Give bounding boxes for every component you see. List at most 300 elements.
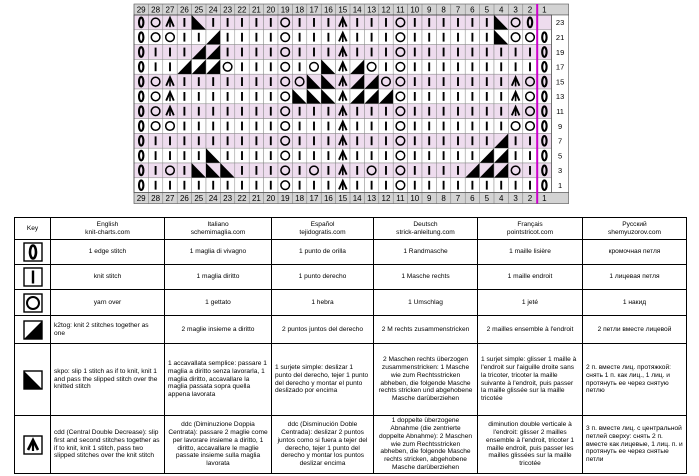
stitch-cell (177, 178, 191, 193)
column-number: 18 (295, 5, 305, 15)
stitch-cell (336, 74, 350, 89)
stitch-cell (235, 45, 249, 60)
column-number: 28 (151, 194, 161, 204)
stitch-cell (307, 30, 321, 45)
stitch-cell (163, 89, 177, 104)
column-number: 4 (498, 194, 504, 204)
column-number: 13 (367, 5, 377, 15)
francais-text: 1 maille endroit (478, 265, 583, 290)
stitch-cell (249, 178, 263, 193)
stitch-cell (465, 59, 479, 74)
column-number: 16 (323, 194, 333, 204)
stitch-cell (264, 74, 278, 89)
stitch-cell (192, 89, 206, 104)
stitch-cell (436, 59, 450, 74)
stitch-cell (379, 104, 393, 119)
stitch-cell (364, 119, 378, 134)
row-number: 19 (555, 47, 565, 57)
stitch-cell (148, 104, 162, 119)
stitch-cell (134, 178, 148, 193)
key-table-header-row (15, 218, 687, 240)
stitch-cell (206, 133, 220, 148)
stitch-cell (321, 74, 335, 89)
column-number: 20 (266, 194, 276, 204)
stitch-cell (379, 178, 393, 193)
stitch-cell (292, 15, 306, 30)
column-number: 25 (194, 194, 204, 204)
stitch-cell (177, 59, 191, 74)
stitch-cell (177, 45, 191, 60)
stitch-cell (177, 104, 191, 119)
stitch-cell (451, 89, 465, 104)
column-number: 15 (338, 5, 348, 15)
italiano-text: 1 maglia di vivagno (165, 240, 272, 265)
stitch-cell (278, 133, 292, 148)
stitch-cell (336, 178, 350, 193)
stitch-cell (422, 163, 436, 178)
stitch-cell (292, 45, 306, 60)
stitch-cell (321, 89, 335, 104)
column-number: 17 (309, 5, 319, 15)
stitch-cell (321, 15, 335, 30)
stitch-cell (480, 104, 494, 119)
stitch-cell (465, 133, 479, 148)
column-number: 17 (309, 194, 319, 204)
stitch-cell (192, 15, 206, 30)
stitch-cell (465, 30, 479, 45)
column-number: 10 (410, 5, 420, 15)
stitch-cell (364, 30, 378, 45)
stitch-cell (393, 15, 407, 30)
italiano-text: 1 maglia diritto (165, 265, 272, 290)
stitch-cell (465, 45, 479, 60)
stitch-cell (436, 74, 450, 89)
stitch-cell (537, 119, 551, 134)
stitch-cell (278, 104, 292, 119)
stitch-cell (364, 15, 378, 30)
stitch-cell (508, 133, 522, 148)
stitch-cell (364, 163, 378, 178)
column-number: 27 (165, 194, 175, 204)
stitch-cell (134, 148, 148, 163)
stitch-cell (436, 15, 450, 30)
stitch-cell (523, 89, 537, 104)
stitch-cell (307, 89, 321, 104)
stitch-cell (235, 178, 249, 193)
key-row-cdd (15, 416, 687, 474)
stitch-cell (465, 15, 479, 30)
stitch-cell (321, 104, 335, 119)
stitch-cell (235, 30, 249, 45)
stitch-cell (336, 104, 350, 119)
stitch-cell (134, 59, 148, 74)
stitch-cell (350, 104, 364, 119)
stitch-cell (148, 89, 162, 104)
stitch-cell (163, 148, 177, 163)
stitch-cell (148, 163, 162, 178)
column-number: 16 (323, 5, 333, 15)
stitch-cell (422, 178, 436, 193)
stitch-cell (393, 148, 407, 163)
stitch-cell (307, 148, 321, 163)
stitch-cell (350, 15, 364, 30)
row-number: 9 (558, 121, 563, 131)
key-symbol-cell (15, 290, 51, 316)
stitch-cell (177, 74, 191, 89)
stitch-cell (465, 119, 479, 134)
russian-text: 3 п. вместе лиц. с центральной петлей сверху: снять 2 п. вместе как лицевые, 1 лиц. п. и протянуть ее через снятые петли (583, 416, 687, 474)
stitch-cell (408, 163, 422, 178)
espanol-column-header: Español tejidogratis.com (272, 218, 374, 240)
edge-stitch-icon (23, 242, 43, 262)
stitch-cell (177, 30, 191, 45)
stitch-cell (379, 133, 393, 148)
stitch-cell (163, 119, 177, 134)
stitch-cell (350, 133, 364, 148)
stitch-cell (235, 59, 249, 74)
stitch-cell (220, 89, 234, 104)
stitch-cell (206, 89, 220, 104)
column-number: 4 (498, 5, 504, 15)
column-number: 9 (426, 5, 432, 15)
stitch-cell (408, 133, 422, 148)
italiano-text: 2 maglie insieme a diritto (165, 316, 272, 344)
espanol-text: 1 surjete simple: deslizar 1 punto del derecho, tejer 1 punto del derecho y montar el punto deslizado por encima (272, 344, 374, 416)
stitch-cell (235, 133, 249, 148)
stitch-cell (307, 133, 321, 148)
stitch-cell (465, 148, 479, 163)
stitch-cell (220, 15, 234, 30)
stitch-cell (436, 30, 450, 45)
stitch-cell (364, 104, 378, 119)
stitch-cell (379, 30, 393, 45)
stitch-cell (134, 89, 148, 104)
stitch-cell (537, 148, 551, 163)
column-number: 1 (542, 5, 547, 15)
stitch-cell (249, 163, 263, 178)
stitch-cell (134, 74, 148, 89)
stitch-cell (192, 148, 206, 163)
stitch-cell (134, 30, 148, 45)
stitch-cell (494, 178, 508, 193)
stitch-cell (336, 133, 350, 148)
stitch-cell (422, 74, 436, 89)
key-column-header: Key (15, 218, 51, 240)
stitch-cell (494, 148, 508, 163)
stitch-cell (422, 104, 436, 119)
key-row-k2tog (15, 316, 687, 344)
stitch-cell (393, 30, 407, 45)
stitch-cell (177, 133, 191, 148)
column-number: 5 (484, 194, 490, 204)
column-number: 23 (223, 194, 233, 204)
stitch-cell (163, 178, 177, 193)
stitch-cell (537, 74, 551, 89)
stitch-cell (465, 89, 479, 104)
stitch-cell (206, 15, 220, 30)
stitch-cell (134, 133, 148, 148)
stitch-cell (278, 89, 292, 104)
stitch-cell (451, 119, 465, 134)
column-number: 8 (441, 5, 446, 15)
stitch-cell (508, 89, 522, 104)
column-number: 5 (484, 5, 490, 15)
stitch-cell (192, 119, 206, 134)
espanol-text: 1 hebra (272, 290, 374, 316)
stitch-cell (393, 45, 407, 60)
english-text: cdd (Central Double Decrease): slip first and second stitches together as if to knit, knit 1 stitch, pass two slipped stitches over the knit stitch (51, 416, 165, 474)
stitch-cell (206, 178, 220, 193)
stitch-cell (336, 30, 350, 45)
knit-stitch-icon (23, 267, 43, 287)
stitch-cell (480, 178, 494, 193)
stitch-cell (134, 104, 148, 119)
russian-column-header: Русский shemyuzorov.com (583, 218, 687, 240)
column-number: 15 (338, 194, 348, 204)
stitch-cell (292, 74, 306, 89)
stitch-cell (537, 15, 551, 30)
stitch-cell (364, 178, 378, 193)
stitch-cell (321, 59, 335, 74)
column-number: 28 (151, 5, 161, 15)
k2tog-icon (23, 320, 43, 340)
stitch-cell (307, 119, 321, 134)
english-text: knit stitch (51, 265, 165, 290)
stitch-cell (508, 119, 522, 134)
stitch-cell (523, 119, 537, 134)
column-number: 29 (136, 194, 146, 204)
espanol-text: 1 punto de orilla (272, 240, 374, 265)
stitch-cell (480, 74, 494, 89)
stitch-cell (408, 119, 422, 134)
italiano-text: 1 gettato (165, 290, 272, 316)
stitch-cell (379, 119, 393, 134)
stitch-cell (163, 59, 177, 74)
column-number: 22 (237, 5, 247, 15)
stitch-cell (321, 133, 335, 148)
stitch-cell (235, 74, 249, 89)
skpo-icon (23, 370, 43, 390)
stitch-cell (537, 89, 551, 104)
stitch-cell (494, 59, 508, 74)
stitch-cell (278, 163, 292, 178)
stitch-grid (134, 15, 552, 193)
stitch-cell (408, 74, 422, 89)
stitch-cell (393, 178, 407, 193)
stitch-cell (523, 59, 537, 74)
stitch-cell (480, 89, 494, 104)
stitch-cell (422, 89, 436, 104)
stitch-cell (508, 74, 522, 89)
stitch-cell (220, 148, 234, 163)
stitch-cell (408, 30, 422, 45)
stitch-cell (494, 30, 508, 45)
stitch-cell (163, 45, 177, 60)
stitch-cell (508, 45, 522, 60)
column-number: 19 (280, 194, 290, 204)
column-number: 9 (426, 194, 432, 204)
stitch-cell (494, 104, 508, 119)
stitch-cell (148, 133, 162, 148)
stitch-cell (508, 59, 522, 74)
stitch-cell (177, 15, 191, 30)
column-number: 6 (470, 194, 475, 204)
column-number: 2 (527, 194, 533, 204)
stitch-cell (350, 45, 364, 60)
column-number-footer (134, 193, 569, 204)
stitch-cell (422, 133, 436, 148)
stitch-cell (249, 30, 263, 45)
stitch-cell (523, 148, 537, 163)
stitch-cell (408, 104, 422, 119)
deutsch-text: 1 Randmasche (374, 240, 478, 265)
stitch-cell (177, 148, 191, 163)
stitch-cell (508, 104, 522, 119)
stitch-cell (336, 89, 350, 104)
column-number: 7 (455, 5, 461, 15)
stitch-cell (379, 163, 393, 178)
stitch-cell (379, 74, 393, 89)
stitch-cell (264, 89, 278, 104)
column-number: 3 (513, 5, 518, 15)
stitch-cell (134, 119, 148, 134)
stitch-cell (249, 59, 263, 74)
column-number: 26 (179, 194, 189, 204)
stitch-cell (177, 119, 191, 134)
deutsch-column-header: Deutsch strick-anleitung.com (374, 218, 478, 240)
francais-text: 1 surjet simple: glisser 1 maille à l'endroit sur l'aiguille droite sans la tricoter, tricoter la maille suivante à l'endroit, puis passer la maille glissée sur la maille tricotée (478, 344, 583, 416)
stitch-cell (523, 104, 537, 119)
stitch-cell (480, 30, 494, 45)
stitch-cell (278, 119, 292, 134)
stitch-cell (192, 104, 206, 119)
stitch-cell (134, 15, 148, 30)
stitch-cell (192, 30, 206, 45)
stitch-cell (292, 104, 306, 119)
column-number: 3 (513, 194, 518, 204)
stitch-cell (235, 15, 249, 30)
stitch-cell (134, 45, 148, 60)
stitch-cell (220, 119, 234, 134)
stitch-cell (307, 163, 321, 178)
stitch-cell (408, 178, 422, 193)
english-text: yarn over (51, 290, 165, 316)
russian-text: 1 лицевая петля (583, 265, 687, 290)
stitch-cell (465, 178, 479, 193)
stitch-cell (192, 74, 206, 89)
yarn-over-icon (23, 293, 43, 313)
stitch-cell (393, 163, 407, 178)
stitch-cell (264, 15, 278, 30)
english-text: skpo: slip 1 stitch as if to knit, knit 1 and pass the slipped stitch over the knitted stitch (51, 344, 165, 416)
stitch-cell (480, 148, 494, 163)
stitch-cell (350, 119, 364, 134)
stitch-cell (480, 45, 494, 60)
stitch-cell (350, 148, 364, 163)
stitch-cell (220, 133, 234, 148)
column-number: 14 (352, 5, 362, 15)
row-number: 17 (555, 62, 565, 72)
stitch-cell (278, 15, 292, 30)
stitch-cell (494, 45, 508, 60)
row-number: 13 (555, 92, 565, 102)
stitch-cell (278, 148, 292, 163)
stitch-cell (336, 119, 350, 134)
row-number: 3 (558, 166, 563, 176)
stitch-cell (292, 89, 306, 104)
column-number: 27 (165, 5, 175, 15)
column-number: 21 (251, 5, 261, 15)
stitch-cell (451, 30, 465, 45)
stitch-cell (148, 119, 162, 134)
stitch-cell (292, 119, 306, 134)
stitch-cell (264, 178, 278, 193)
row-number: 15 (555, 77, 565, 87)
stitch-cell (494, 74, 508, 89)
stitch-cell (264, 45, 278, 60)
francais-text: 1 jeté (478, 290, 583, 316)
stitch-cell (220, 178, 234, 193)
stitch-cell (436, 89, 450, 104)
stitch-cell (364, 74, 378, 89)
stitch-cell (436, 104, 450, 119)
stitch-cell (235, 104, 249, 119)
stitch-cell (451, 163, 465, 178)
row-number: 1 (558, 181, 563, 190)
column-number-header (134, 4, 569, 15)
stitch-cell (537, 133, 551, 148)
stitch-cell (192, 163, 206, 178)
francais-text: diminution double verticale à l'endroit: glisser 2 mailles ensemble à l'endroit, tricoter 1 maille endroit, puis passer les mailles glissées sur la maille tricotée (478, 416, 583, 474)
key-symbol-cell (15, 240, 51, 265)
stitch-cell (336, 45, 350, 60)
stitch-cell (206, 163, 220, 178)
stitch-cell (350, 163, 364, 178)
column-number: 8 (441, 194, 446, 204)
stitch-cell (321, 163, 335, 178)
stitch-cell (422, 148, 436, 163)
stitch-cell (508, 15, 522, 30)
stitch-cell (364, 45, 378, 60)
francais-text: 2 mailles ensemble à l'endroit (478, 316, 583, 344)
stitch-cell (451, 59, 465, 74)
stitch-cell (523, 178, 537, 193)
stitch-cell (436, 163, 450, 178)
stitch-cell (408, 148, 422, 163)
stitch-cell (480, 59, 494, 74)
stitch-cell (451, 148, 465, 163)
column-number: 11 (396, 194, 405, 204)
stitch-cell (206, 119, 220, 134)
stitch-cell (292, 178, 306, 193)
stitch-cell (235, 89, 249, 104)
stitch-cell (480, 163, 494, 178)
stitch-cell (264, 30, 278, 45)
stitch-cell (220, 59, 234, 74)
stitch-cell (307, 15, 321, 30)
italiano-text: 1 accavallata semplice: passare 1 maglia a diritto senza lavorarla, 1 maglia diritto, accavallare la maglia passata sopra quella appena lavorata (165, 344, 272, 416)
deutsch-text: 1 doppelte überzogene Abnahme (die zentrierte doppelte Abnahme): 2 Maschen wie zum Rechtsstricken abheben, die folgende Masche rechts stricken, abgehobene Masche darüberziehen (374, 416, 478, 474)
stitch-cell (523, 74, 537, 89)
knitting-chart (0, 0, 699, 215)
column-number: 21 (251, 194, 261, 204)
stitch-cell (321, 45, 335, 60)
stitch-cell (422, 45, 436, 60)
stitch-cell (451, 74, 465, 89)
stitch-cell (278, 59, 292, 74)
column-number: 26 (179, 5, 189, 15)
francais-column-header: Français pointstricot.com (478, 218, 583, 240)
